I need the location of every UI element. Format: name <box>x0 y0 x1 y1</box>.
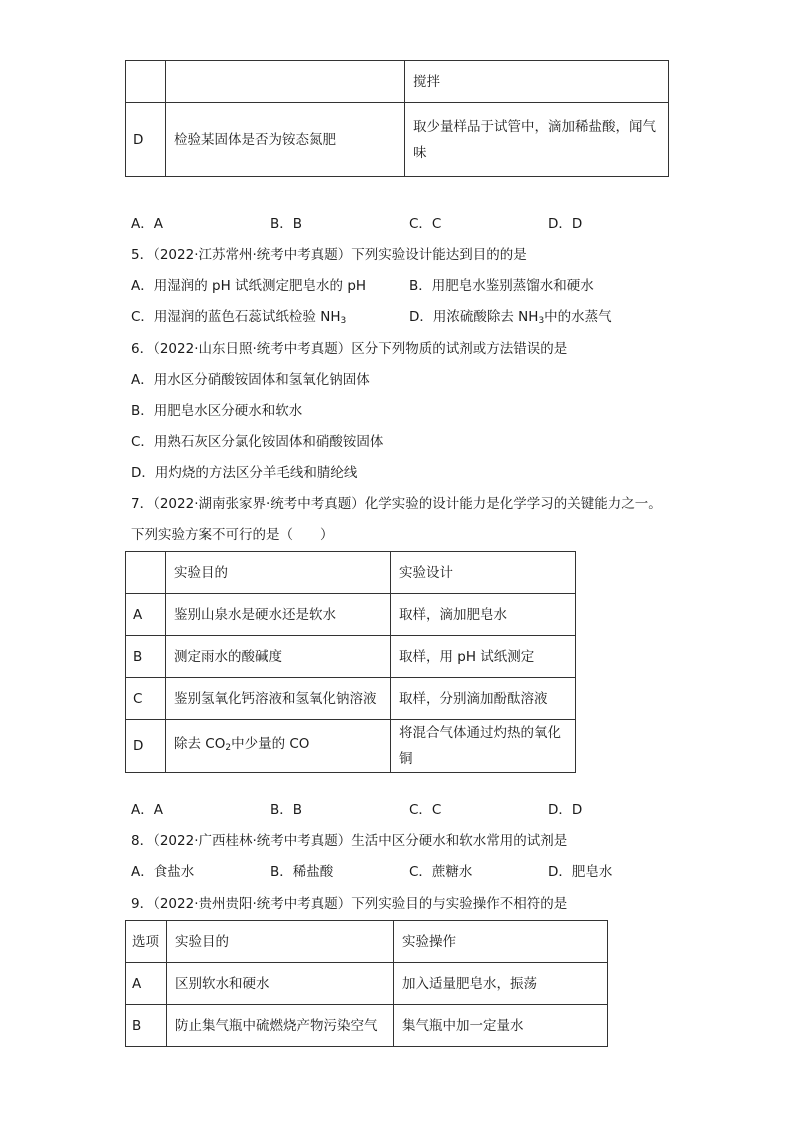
table-cell: 检验某固体是否为铵态氮肥 <box>166 103 405 177</box>
table-cell <box>166 61 405 103</box>
table-cell: 鉴别山泉水是硬水还是软水 <box>166 594 391 636</box>
table-cell: 除去 $CO_2$中少量的 CO <box>166 720 391 773</box>
table-cell: B <box>126 1005 167 1047</box>
table-cell: 取样，滴加肥皂水 <box>391 594 576 636</box>
table-row <box>126 720 576 773</box>
table-cell: A <box>126 594 166 636</box>
table-row <box>126 1005 608 1047</box>
option-d: D．D <box>548 802 583 818</box>
option-c: C．用熟石灰区分氯化铵固体和硝酸铵固体 <box>131 434 384 450</box>
option-a: A．A <box>131 216 163 232</box>
table-header-cell: 实验目的 <box>166 552 391 594</box>
option-c: C．用湿润的蓝色石蕊试纸检验 $NH_3$ <box>131 309 347 326</box>
option-d: D．用浓硫酸除去 $NH_3$中的水蒸气 <box>409 309 612 326</box>
table-cell: 将混合气体通过灼热的氧化铜 <box>391 720 576 773</box>
table-cell: D <box>126 720 166 773</box>
table-row <box>126 678 576 720</box>
table-cell: 集气瓶中加一定量水 <box>394 1005 608 1047</box>
option-a: A．食盐水 <box>131 864 195 880</box>
option-a: A．用湿润的 pH 试纸测定肥皂水的 pH <box>131 278 367 294</box>
question-stem-continued: 下列实验方案不可行的是（ ） <box>131 527 334 543</box>
option-b: B．B <box>270 216 303 232</box>
table-cell: 测定雨水的酸碱度 <box>166 636 391 678</box>
option-a: A．用水区分硝酸铵固体和氢氧化钠固体 <box>131 372 370 388</box>
table-cell: 取样，用 pH 试纸测定 <box>391 636 576 678</box>
table-cell: 防止集气瓶中硫燃烧产物污染空气 <box>167 1005 394 1047</box>
q4-table <box>125 60 669 177</box>
option-d: D．D <box>548 216 583 232</box>
table-row <box>126 636 576 678</box>
table-header-cell <box>126 552 166 594</box>
option-c: C．蔗糖水 <box>409 864 473 880</box>
question-stem: 6．（2022·山东日照·统考中考真题）区分下列物质的试剂或方法错误的是 <box>131 341 568 357</box>
cell-text-line: 取少量样品于试管中，滴加稀盐酸，闻气 <box>413 118 656 135</box>
option-b: B．用肥皂水鉴别蒸馏水和硬水 <box>409 278 594 294</box>
table-cell: 鉴别氢氧化钙溶液和氢氧化钠溶液 <box>166 678 391 720</box>
q9-table <box>125 920 608 1047</box>
table-header-cell: 实验设计 <box>391 552 576 594</box>
table-row <box>126 103 669 177</box>
table-cell <box>405 103 669 177</box>
option-d: D．肥皂水 <box>548 864 613 880</box>
option-c: C．C <box>409 802 442 818</box>
table-row <box>126 921 608 963</box>
cell-text-line: 味 <box>413 144 427 161</box>
table-cell <box>126 61 166 103</box>
table-cell: 取样，分别滴加酚酞溶液 <box>391 678 576 720</box>
table-row <box>126 552 576 594</box>
question-stem: 9．（2022·贵州贵阳·统考中考真题）下列实验目的与实验操作不相符的是 <box>131 896 568 912</box>
option-b: B．用肥皂水区分硬水和软水 <box>131 403 303 419</box>
option-d: D．用灼烧的方法区分羊毛线和腈纶线 <box>131 465 358 481</box>
option-b: B．B <box>270 802 303 818</box>
question-stem: 7．（2022·湖南张家界·统考中考真题）化学实验的设计能力是化学学习的关键能力之一。 <box>131 496 662 512</box>
table-cell: C <box>126 678 166 720</box>
table-cell: B <box>126 636 166 678</box>
table-cell: 加入适量肥皂水，振荡 <box>394 963 608 1005</box>
table-cell: D <box>126 103 166 177</box>
table-cell: 区别软水和硬水 <box>167 963 394 1005</box>
cell-text: 搅拌 <box>413 73 440 90</box>
table-cell <box>405 61 669 103</box>
option-a: A．A <box>131 802 163 818</box>
option-b: B．稀盐酸 <box>270 864 334 880</box>
table-row <box>126 594 576 636</box>
table-cell: A <box>126 963 167 1005</box>
table-header-cell: 实验操作 <box>394 921 608 963</box>
q7-table <box>125 551 576 773</box>
table-row <box>126 61 669 103</box>
question-stem: 5．（2022·江苏常州·统考中考真题）下列实验设计能达到目的的是 <box>131 247 527 263</box>
table-header-cell: 选项 <box>126 921 167 963</box>
question-stem: 8．（2022·广西桂林·统考中考真题）生活中区分硬水和软水常用的试剂是 <box>131 833 568 849</box>
option-c: C．C <box>409 216 442 232</box>
table-row <box>126 963 608 1005</box>
table-header-cell: 实验目的 <box>167 921 394 963</box>
